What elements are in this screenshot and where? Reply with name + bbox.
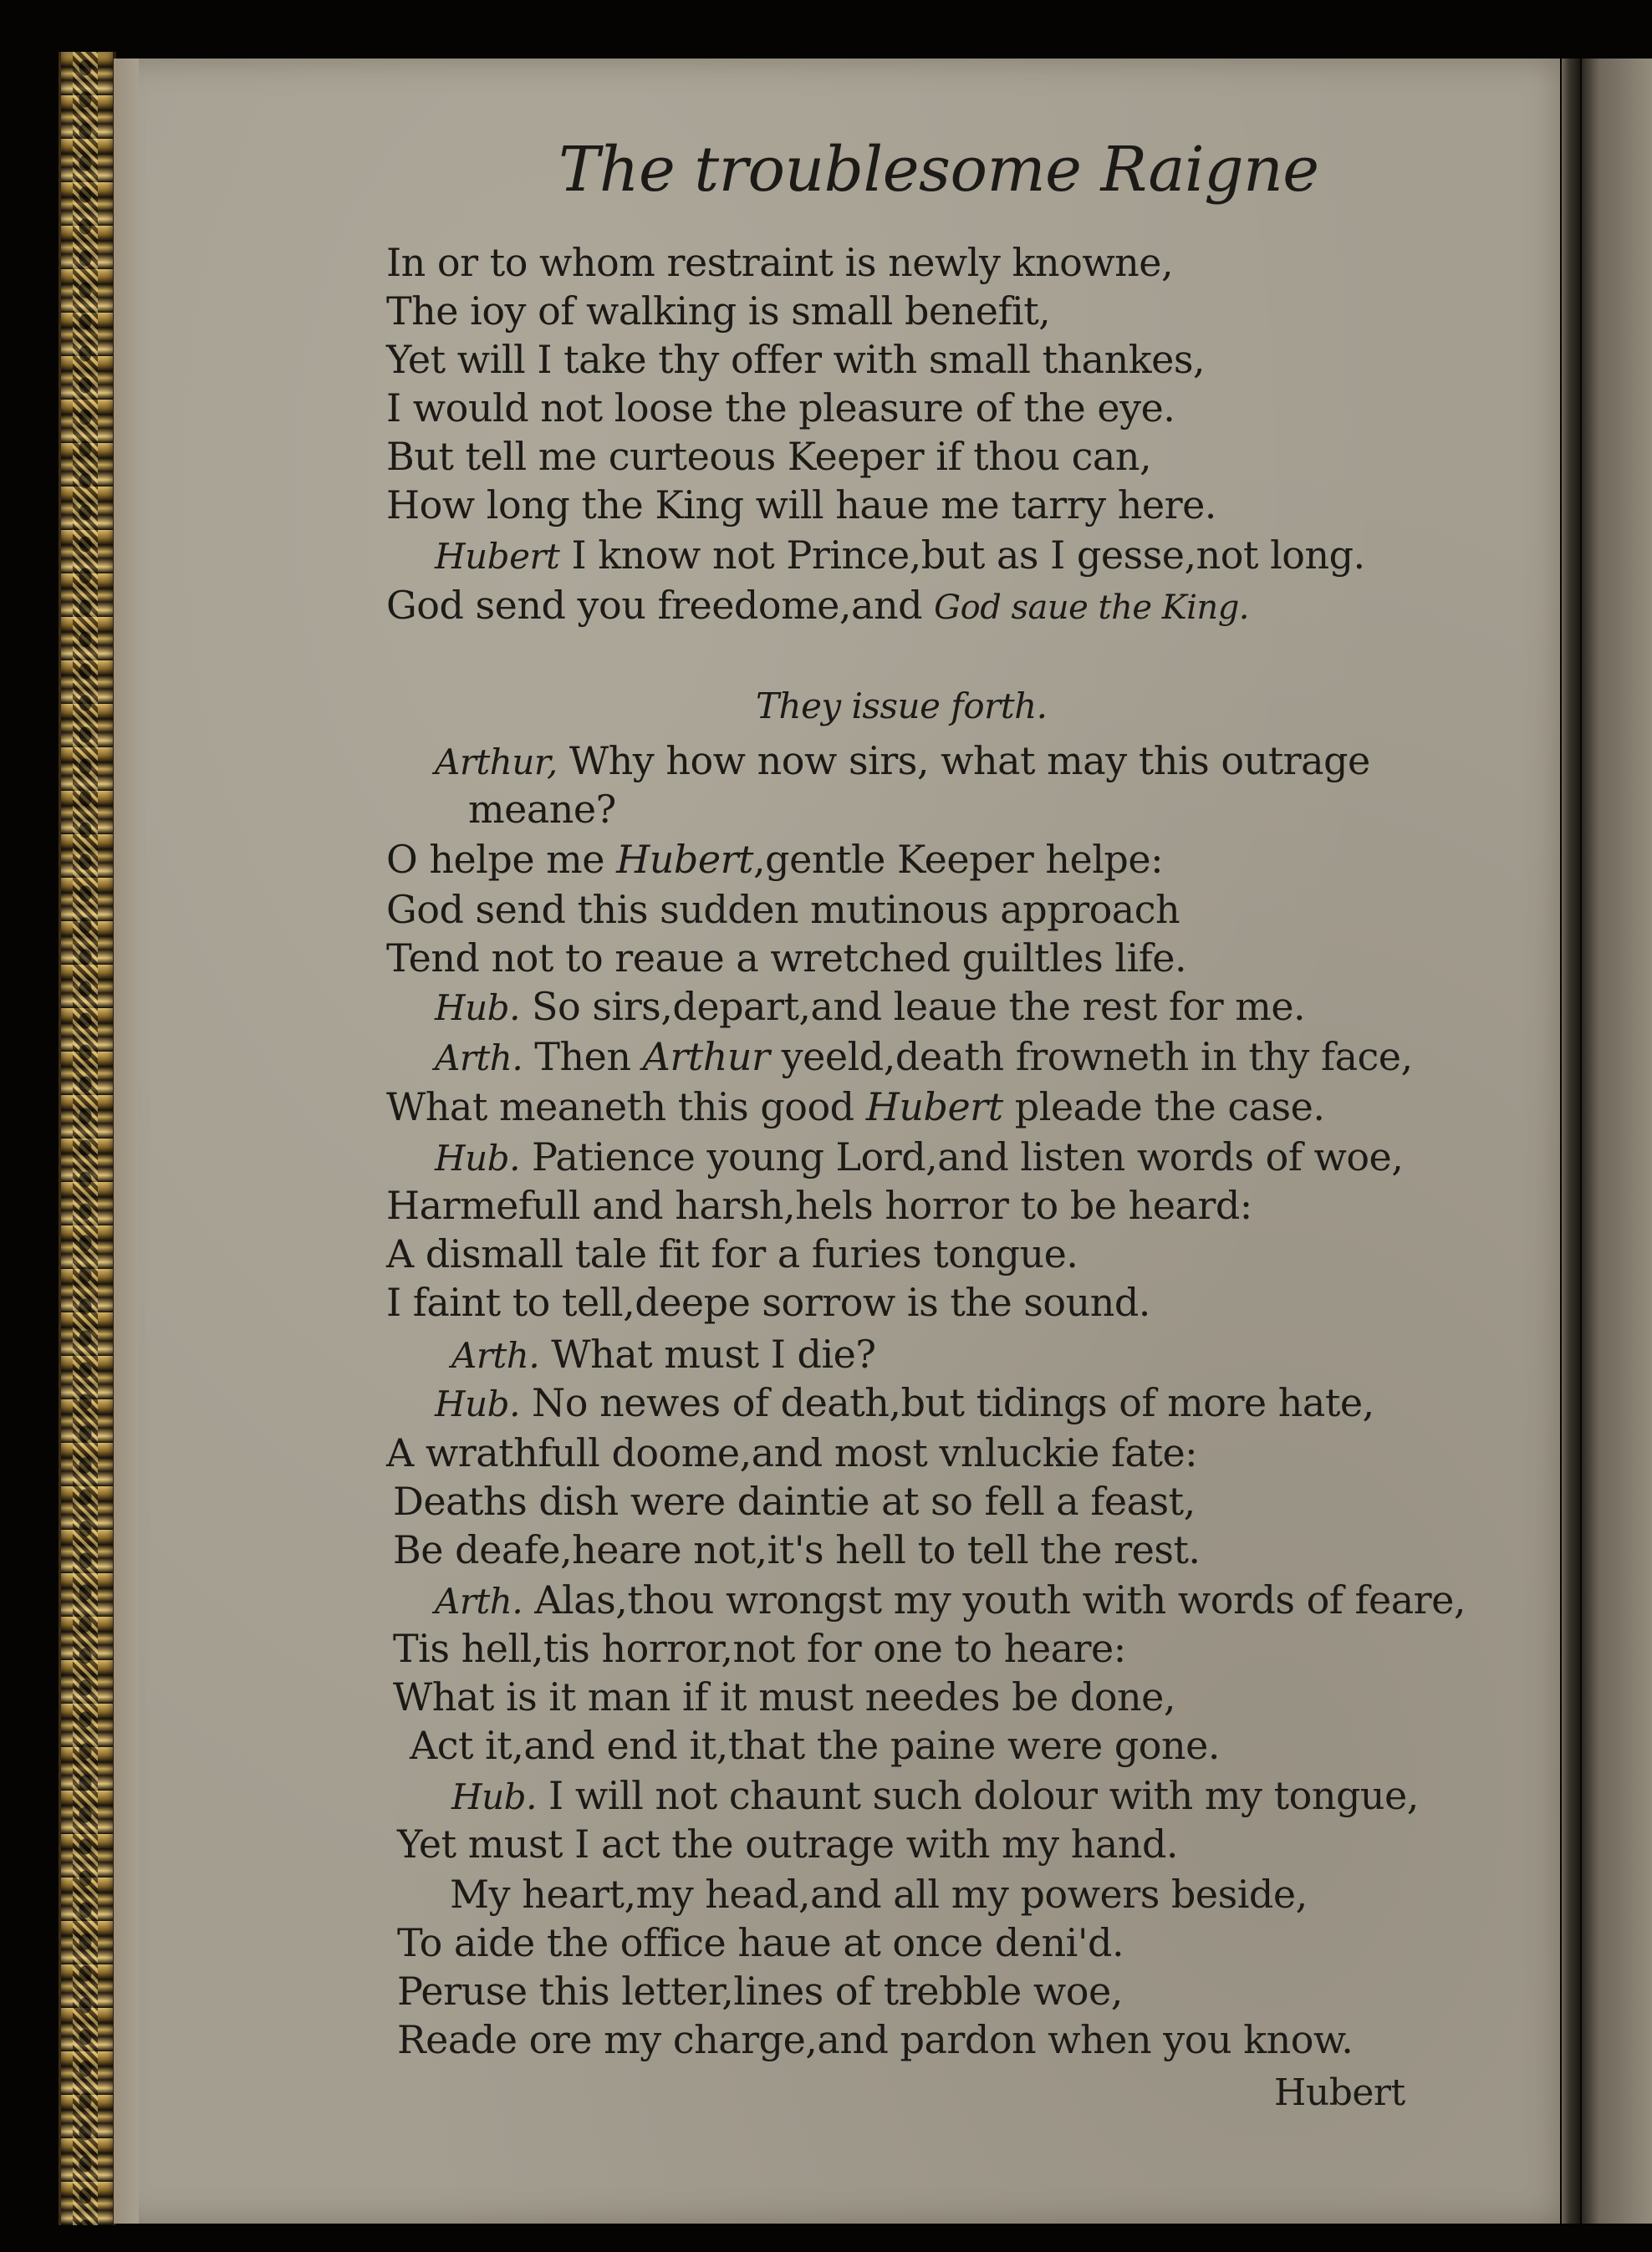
italic-phrase: God saue the King. [934, 588, 1250, 627]
verse-line-4: I would not loose the pleasure of the eye. [386, 385, 1175, 431]
verse-line-19: A dismall tale fit for a furies tongue. [386, 1231, 1078, 1276]
book-gutter [1562, 59, 1580, 2224]
speech-text: ,gentle Keeper helpe: [753, 837, 1164, 882]
verse-line-2: The ioy of walking is small benefit, [386, 288, 1051, 334]
verse-line-35: Reade ore my charge,and pardon when you know. [397, 2017, 1354, 2062]
speaker-name: Hub. [435, 987, 520, 1028]
verse-line-24: Deaths dish were daintie at so fell a feast, [393, 1479, 1196, 1524]
verse-line-9 [435, 737, 1370, 786]
speaker-name: Arth. [435, 1581, 523, 1622]
verse-line-7 [435, 532, 1365, 580]
stage-direction: They issue forth. [756, 685, 1048, 726]
verse-line-17 [435, 1134, 1403, 1182]
speech-text: What must I die? [539, 1332, 876, 1377]
speech-text: O helpe me [386, 837, 617, 882]
verse-line-6: How long the King will haue me tarry here. [386, 482, 1216, 527]
verse-line-12: God send this sudden mutinous approach [386, 887, 1180, 932]
facing-page-edge [1582, 59, 1652, 2224]
verse-line-8 [386, 582, 1249, 631]
verse-line-21 [451, 1331, 876, 1379]
verse-line-31: Yet must I act the outrage with my hand. [397, 1821, 1179, 1867]
verse-line-23: A wrathfull doome,and most vnluckie fate: [386, 1430, 1198, 1475]
binding-ornament [73, 52, 98, 2225]
italic-name: Hubert [865, 1084, 1003, 1129]
speech-text: Patience young Lord,and listen words of woe, [519, 1134, 1404, 1179]
speaker-name: Hubert [435, 536, 560, 577]
verse-line-18: Harmefull and harsh,hels horror to be heard: [386, 1183, 1252, 1228]
verse-line-27: Tis hell,tis horror,not for one to heare: [393, 1626, 1126, 1671]
verse-line-5: But tell me curteous Keeper if thou can, [386, 434, 1152, 479]
verse-line-34: Peruse this letter,lines of trebble woe, [397, 1969, 1123, 2014]
page-edge [114, 59, 139, 2224]
italic-name: Hubert [616, 837, 754, 882]
verse-line-32: My heart,my head,and all my powers beside, [450, 1872, 1308, 1917]
verse-line-15 [435, 1033, 1413, 1082]
speaker-name: Arth. [451, 1335, 540, 1376]
speech-text: I will not chaunt such dolour with my tongue, [536, 1773, 1419, 1818]
verse-line-16 [386, 1083, 1324, 1130]
speech-text: pleade the case. [1002, 1084, 1325, 1129]
verse-line-14 [435, 983, 1305, 1032]
speech-text: God send you freedome,and [386, 583, 935, 628]
speaker-name: Hub. [435, 1138, 520, 1179]
speech-text: No newes of death,but tidings of more hate, [519, 1380, 1374, 1425]
verse-line-13: Tend not to reaue a wretched guiltles life. [386, 935, 1187, 981]
verse-line-11 [386, 836, 1163, 883]
verse-line-22 [435, 1379, 1374, 1428]
speaker-name: Arth. [435, 1037, 523, 1078]
speech-text: So sirs,depart,and leaue the rest for me. [519, 984, 1306, 1029]
verse-line-3: Yet will I take thy offer with small thankes, [386, 337, 1206, 382]
verse-line-10: meane? [468, 787, 616, 832]
verse-line-28: What is it man if it must needes be done, [393, 1674, 1175, 1720]
italic-name: Arthur [642, 1034, 770, 1079]
gilt-binding-edge [59, 52, 116, 2225]
verse-line-30 [451, 1772, 1419, 1821]
speech-text: Alas,thou wrongst my youth with words of feare, [523, 1577, 1466, 1623]
verse-line-25: Be deafe,heare not,it's hell to tell the rest. [393, 1527, 1201, 1572]
speaker-name: Hub. [435, 1383, 520, 1424]
speaker-name: Hub. [451, 1776, 537, 1817]
running-title: The troublesome Raigne [558, 134, 1319, 206]
speech-text: Then [523, 1034, 643, 1079]
speaker-name: Arthur, [435, 741, 558, 782]
catchword: Hubert [1274, 2071, 1405, 2114]
speech-text: I know not Prince,but as I gesse,not long. [559, 532, 1365, 578]
verse-line-26 [435, 1577, 1466, 1625]
verse-line-1: In or to whom restraint is newly knowne, [386, 240, 1174, 285]
speech-text: Why how now sirs, what may this outrage [557, 738, 1370, 783]
speech-text: What meaneth this good [386, 1084, 866, 1129]
speech-text: yeeld,death frowneth in thy face, [769, 1034, 1413, 1079]
verse-line-20: I faint to tell,deepe sorrow is the sound. [386, 1280, 1150, 1325]
verse-line-29: Act it,and end it,that the paine were gone. [410, 1723, 1220, 1768]
verse-line-33: To aide the office haue at once deni'd. [397, 1920, 1124, 1965]
